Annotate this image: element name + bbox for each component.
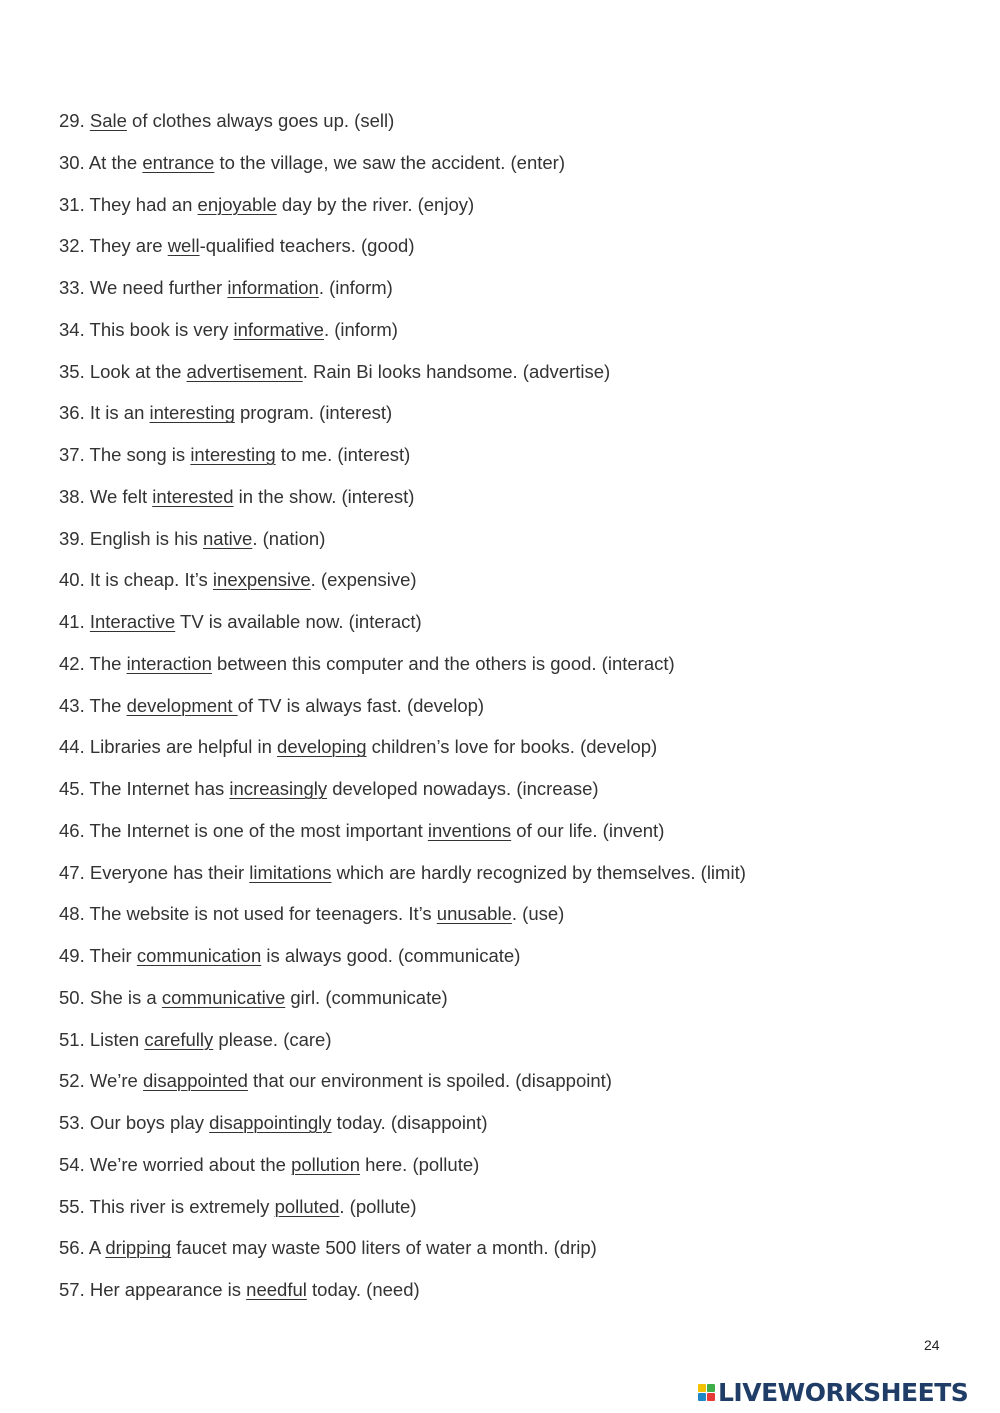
sentence-item xyxy=(59,149,746,191)
sentence-text-after: faucet may waste 500 liters of water a month. (drip) xyxy=(171,1237,597,1259)
sentence-item xyxy=(59,1067,746,1109)
sentence-text-before: We’re worried about the xyxy=(89,1153,292,1175)
answer-word: interested xyxy=(152,485,234,507)
sentence-text-before: We need further xyxy=(89,277,228,298)
sentence-text-before: Their xyxy=(89,945,137,966)
page-number: 24 xyxy=(924,1337,940,1353)
sentence-text-before: The Internet has xyxy=(89,778,230,799)
sentence-item xyxy=(59,399,746,441)
answer-word: Sale xyxy=(89,110,127,131)
sentence-text-before: The song is xyxy=(89,444,191,465)
sentence-number: 32. xyxy=(59,235,85,257)
sentence-item xyxy=(59,232,746,274)
sentence-number: 44. xyxy=(59,736,85,758)
logo-tile-yellow xyxy=(698,1384,706,1392)
sentence-number: 53. xyxy=(59,1112,85,1133)
answer-word: information xyxy=(227,277,319,298)
answer-word: dripping xyxy=(105,1237,172,1259)
sentence-text-after: -qualified teachers. (good) xyxy=(199,235,415,257)
sentence-item xyxy=(59,692,746,734)
sentence-item xyxy=(59,733,746,775)
sentence-text-before: At the xyxy=(88,151,143,173)
logo-tile-green xyxy=(707,1384,715,1392)
answer-word: carefully xyxy=(144,1028,214,1050)
sentence-text-after: today. (disappoint) xyxy=(331,1112,488,1133)
sentence-text-after: . (pollute) xyxy=(339,1195,417,1217)
sentence-number: 50. xyxy=(59,986,85,1008)
answer-word: limitations xyxy=(249,861,332,883)
sentence-text-before: This book is very xyxy=(89,318,234,340)
answer-word: developing xyxy=(277,736,367,758)
sentence-text-after: children’s love for books. (develop) xyxy=(366,736,658,758)
answer-word: pollution xyxy=(291,1153,360,1175)
sentence-item xyxy=(59,859,746,901)
sentence-item xyxy=(59,566,746,608)
sentence-text-after: that our environment is spoiled. (disappoint) xyxy=(247,1070,612,1092)
answer-word: interesting xyxy=(190,444,276,465)
sentence-item xyxy=(59,107,746,149)
sentence-text-before: We felt xyxy=(89,485,153,507)
sentence-text-after: of TV is always fast. (develop) xyxy=(237,694,485,716)
answer-word: increasingly xyxy=(229,778,328,799)
sentence-item xyxy=(59,942,746,984)
logo-tile-red xyxy=(707,1393,715,1401)
sentence-text-after: . (inform) xyxy=(323,318,398,340)
sentence-text-after: TV is available now. (interact) xyxy=(175,611,422,632)
sentence-text-before: It is an xyxy=(89,402,150,424)
answer-word: needful xyxy=(246,1279,307,1300)
sentence-item xyxy=(59,1109,746,1151)
sentence-text-after: program. (interest) xyxy=(234,402,393,424)
sentence-text-before: Everyone has their xyxy=(89,861,250,883)
sentence-text-before: Listen xyxy=(89,1028,145,1050)
sentence-number: 40. xyxy=(59,569,85,591)
sentence-text-after: . (nation) xyxy=(252,527,326,549)
sentence-text-after: . Rain Bi looks handsome. (advertise) xyxy=(302,360,611,382)
answer-word: interesting xyxy=(149,402,235,424)
sentence-item xyxy=(59,1276,746,1318)
answer-word: entrance xyxy=(142,151,215,173)
sentence-number: 33. xyxy=(59,277,85,298)
sentence-text-before: The xyxy=(89,694,127,716)
sentence-item xyxy=(59,1151,746,1193)
sentence-text-after: is always good. (communicate) xyxy=(261,945,521,966)
sentence-item xyxy=(59,817,746,859)
sentence-text-after: of clothes always goes up. (sell) xyxy=(126,110,395,131)
sentence-item xyxy=(59,900,746,942)
sentence-text-after: day by the river. (enjoy) xyxy=(276,193,475,215)
sentence-text-after: in the show. (interest) xyxy=(233,485,415,507)
sentence-number: 57. xyxy=(59,1279,85,1300)
sentence-number: 31. xyxy=(59,193,85,215)
sentence-number: 56. xyxy=(59,1237,85,1259)
sentence-text-after: . (inform) xyxy=(318,277,393,298)
sentence-item xyxy=(59,775,746,817)
sentence-text-before: We’re xyxy=(89,1070,143,1092)
sentence-text-before: Libraries are helpful in xyxy=(89,736,278,758)
answer-word: informative xyxy=(233,318,324,340)
sentence-text-after: . (use) xyxy=(511,903,565,925)
sentence-text-after: to the village, we saw the accident. (enter) xyxy=(214,151,565,173)
sentence-number: 47. xyxy=(59,861,85,883)
sentence-text-after: which are hardly recognized by themselves. (limit) xyxy=(331,861,746,883)
sentence-text-before: They are xyxy=(89,235,168,257)
sentence-number: 51. xyxy=(59,1028,85,1050)
answer-word: disappointed xyxy=(142,1070,248,1092)
sentence-item xyxy=(59,441,746,483)
sentence-number: 39. xyxy=(59,527,85,549)
answer-word: inventions xyxy=(427,819,512,841)
sentence-number: 49. xyxy=(59,945,85,966)
answer-word: advertisement xyxy=(186,360,303,382)
sentence-item xyxy=(59,316,746,358)
sentence-number: 42. xyxy=(59,652,85,674)
sentence-text-before: It is cheap. It’s xyxy=(89,569,213,591)
sentence-item xyxy=(59,358,746,400)
answer-word: inexpensive xyxy=(212,569,311,591)
logo-text: LIVEWORKSHEETS xyxy=(718,1377,969,1407)
sentence-number: 29. xyxy=(59,110,85,131)
sentence-text-after: girl. (communicate) xyxy=(285,986,448,1008)
logo-tile-blue xyxy=(698,1393,706,1401)
sentence-item xyxy=(59,483,746,525)
sentence-number: 41. xyxy=(59,611,85,632)
sentence-number: 45. xyxy=(59,778,85,799)
sentence-text-after: of our life. (invent) xyxy=(511,819,665,841)
sentence-item xyxy=(59,525,746,567)
sentence-item xyxy=(59,650,746,692)
answer-word: enjoyable xyxy=(197,193,277,215)
answer-word: disappointingly xyxy=(209,1112,332,1133)
liveworksheets-logo[interactable] xyxy=(698,1377,968,1407)
sentence-text-before: Her appearance is xyxy=(89,1279,247,1300)
sentence-text-before: Our boys play xyxy=(89,1112,210,1133)
sentence-text-after: between this computer and the others is good. (interact) xyxy=(211,652,675,674)
exercise-sentence-list xyxy=(59,107,746,1318)
sentence-number: 43. xyxy=(59,694,85,716)
sentence-text-after: here. (pollute) xyxy=(360,1153,480,1175)
sentence-item xyxy=(59,191,746,233)
sentence-number: 36. xyxy=(59,402,85,424)
sentence-text-before: The website is not used for teenagers. It’s xyxy=(89,903,437,925)
sentence-number: 37. xyxy=(59,444,85,465)
sentence-number: 30. xyxy=(59,151,85,173)
sentence-text-after: to me. (interest) xyxy=(275,444,411,465)
sentence-text-before: She is a xyxy=(89,986,162,1008)
sentence-text-before: This river is extremely xyxy=(89,1195,275,1217)
sentence-number: 54. xyxy=(59,1153,85,1175)
sentence-number: 38. xyxy=(59,485,85,507)
answer-word: polluted xyxy=(274,1195,340,1217)
sentence-text-after: today. (need) xyxy=(306,1279,420,1300)
sentence-item xyxy=(59,1026,746,1068)
sentence-text-before: The Internet is one of the most important xyxy=(89,819,428,841)
liveworksheets-logo-icon xyxy=(698,1384,715,1401)
answer-word: well xyxy=(167,235,200,257)
answer-word: development xyxy=(126,694,238,716)
sentence-number: 55. xyxy=(59,1195,85,1217)
answer-word: native xyxy=(202,527,253,549)
sentence-text-before: A xyxy=(88,1237,106,1259)
sentence-text-before: Look at the xyxy=(89,360,187,382)
sentence-text-after: . (expensive) xyxy=(310,569,417,591)
sentence-number: 35. xyxy=(59,360,85,382)
sentence-number: 46. xyxy=(59,819,85,841)
sentence-item xyxy=(59,274,746,316)
answer-word: interaction xyxy=(126,652,212,674)
sentence-item xyxy=(59,608,746,650)
answer-word: Interactive xyxy=(89,611,176,632)
answer-word: communicative xyxy=(161,986,286,1008)
sentence-text-after: developed nowadays. (increase) xyxy=(327,778,599,799)
sentence-item xyxy=(59,1234,746,1276)
sentence-item xyxy=(59,1193,746,1235)
answer-word: unusable xyxy=(436,903,512,925)
sentence-number: 48. xyxy=(59,903,85,925)
sentence-text-before: They had an xyxy=(89,193,198,215)
sentence-item xyxy=(59,984,746,1026)
sentence-text-before: English is his xyxy=(89,527,203,549)
sentence-number: 34. xyxy=(59,318,85,340)
sentence-text-after: please. (care) xyxy=(213,1028,332,1050)
answer-word: communication xyxy=(136,945,262,966)
sentence-number: 52. xyxy=(59,1070,85,1092)
sentence-text-before: The xyxy=(89,652,127,674)
